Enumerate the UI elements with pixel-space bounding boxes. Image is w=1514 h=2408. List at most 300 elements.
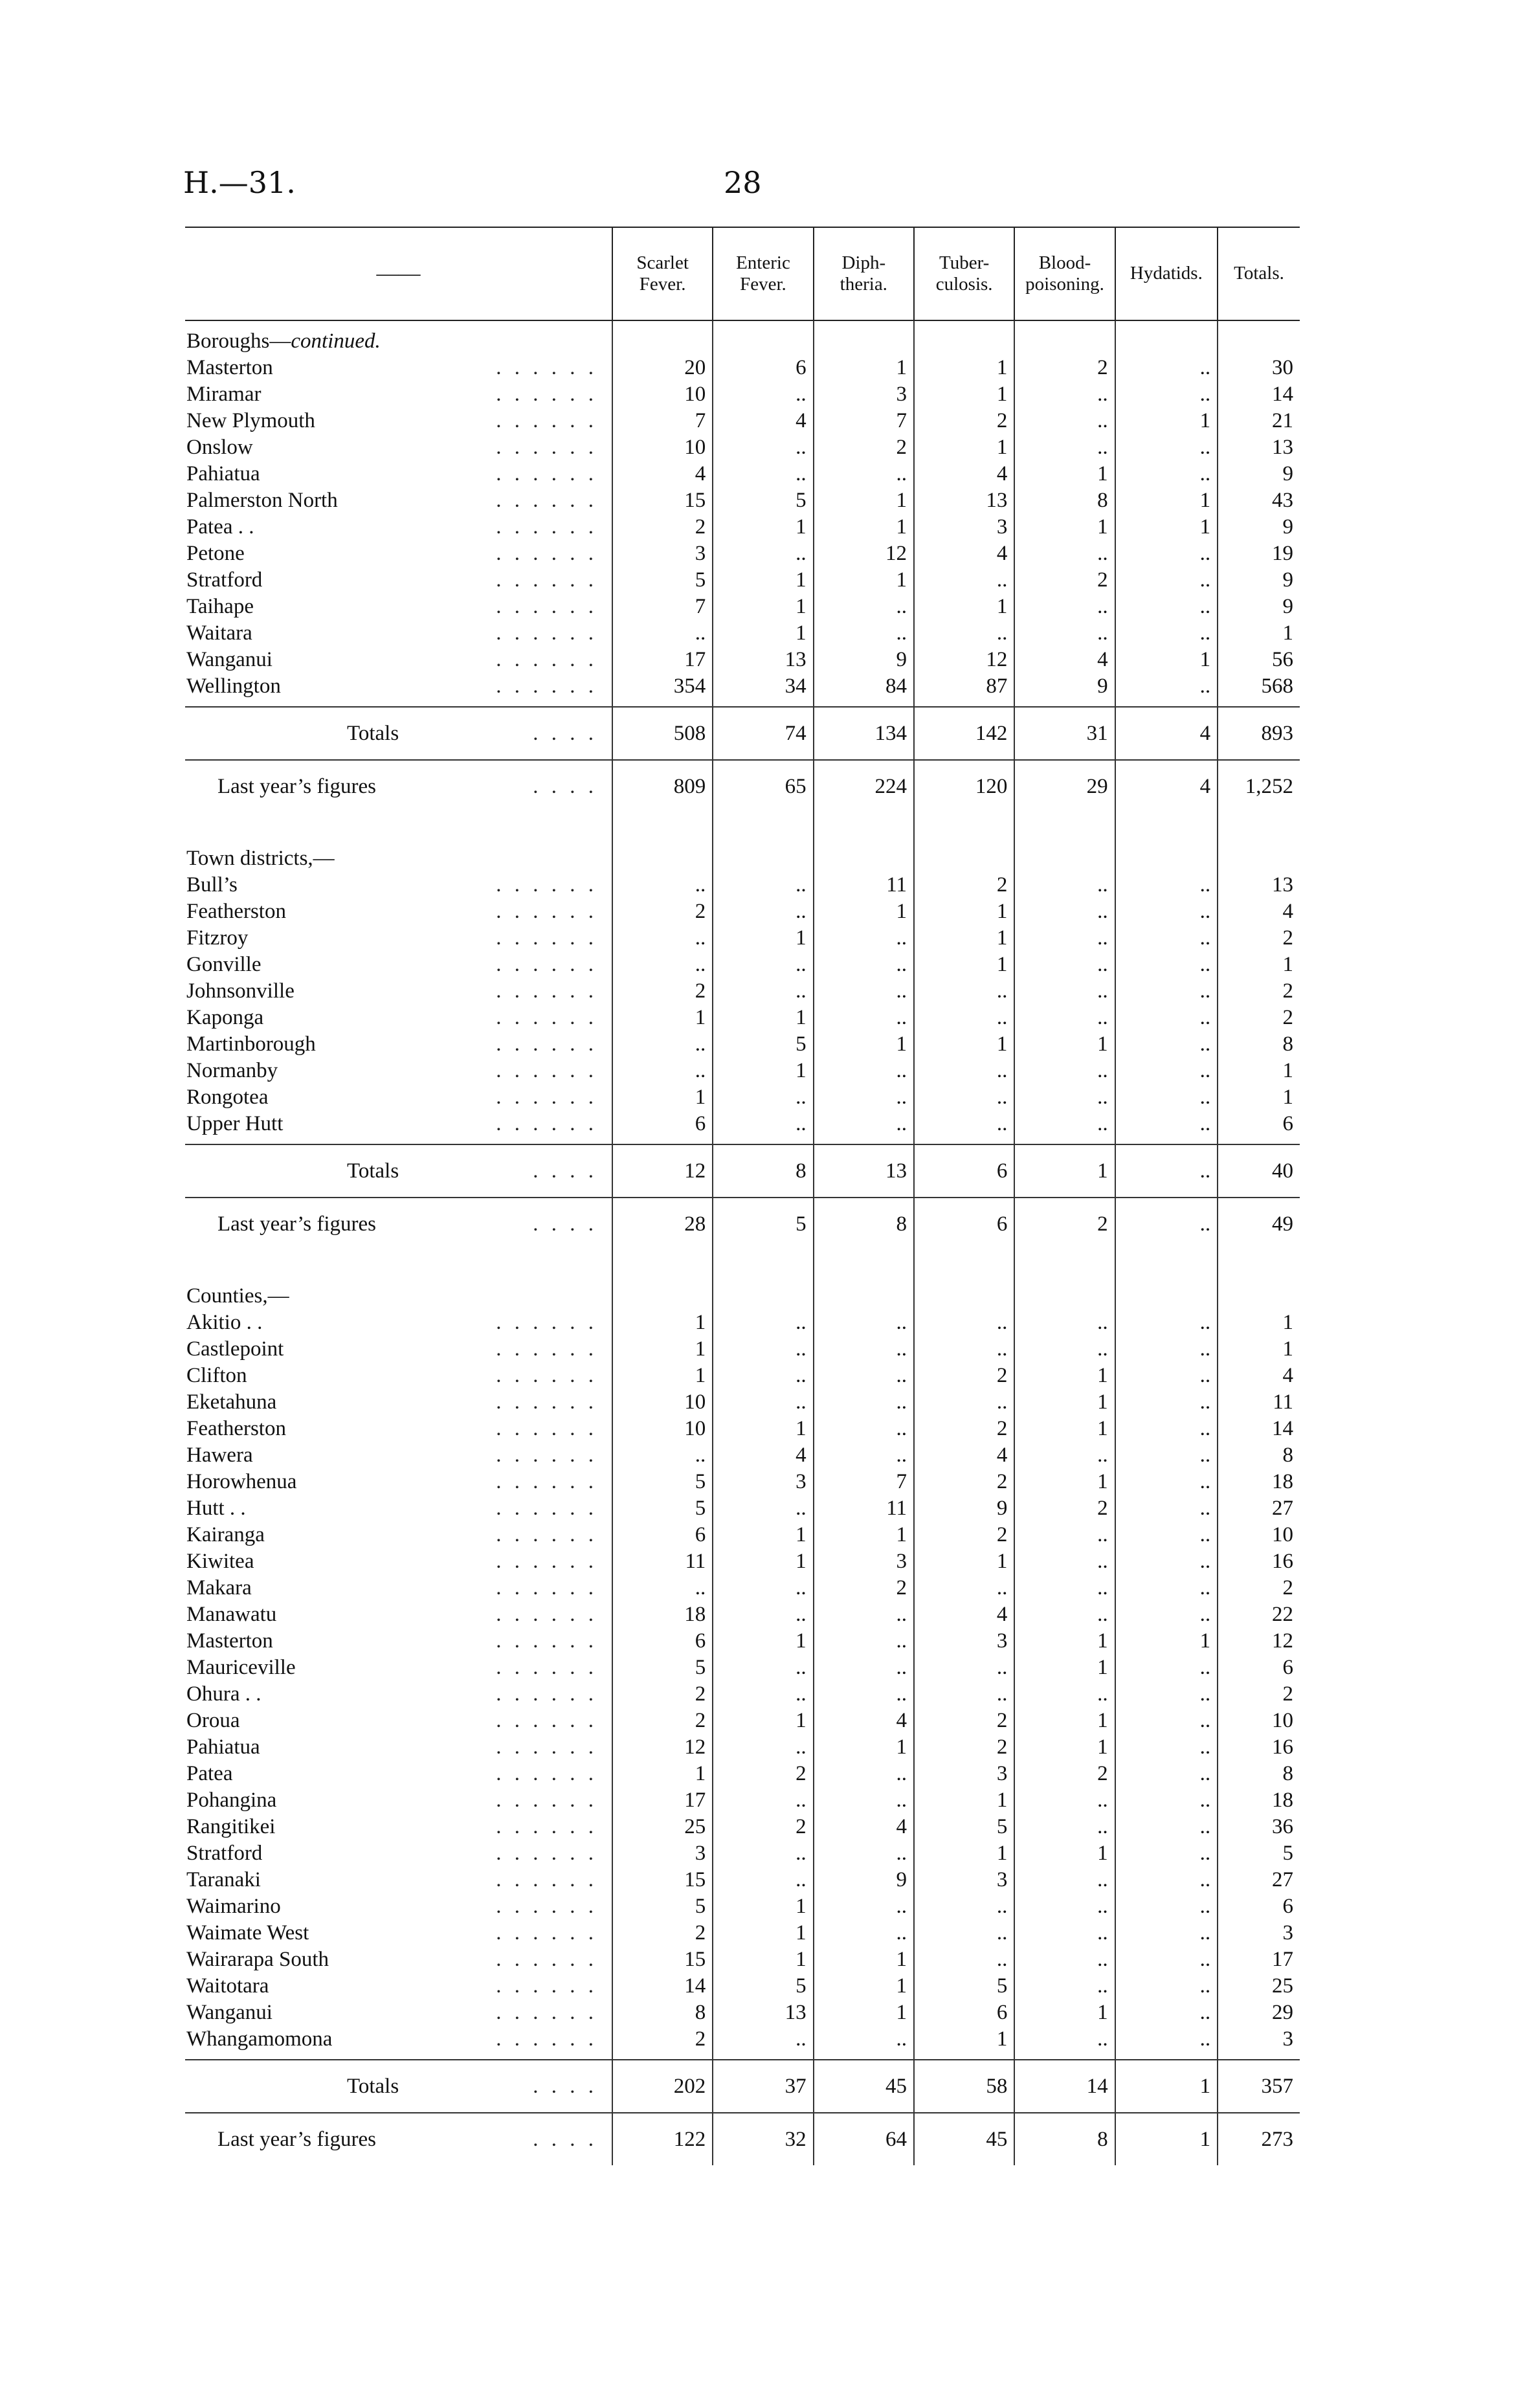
- cell-value: 1: [1014, 1840, 1115, 1867]
- cell-value: ..: [814, 1681, 914, 1708]
- column-header: Diph- theria.: [814, 227, 914, 320]
- leader-dots: . . . . . .: [496, 595, 597, 618]
- cell-value: 14: [612, 1973, 713, 2000]
- cell-value: ..: [713, 1111, 813, 1137]
- cell-value: ..: [1115, 1442, 1218, 1469]
- cell-value: ..: [1115, 2000, 1218, 2026]
- cell-value: 1,252: [1218, 760, 1300, 812]
- totals-row: [185, 1144, 1300, 1198]
- cell-value: 17: [612, 647, 713, 673]
- cell-value: 49: [1218, 1198, 1300, 1250]
- cell-value: 4: [612, 461, 713, 487]
- cell-value: 809: [612, 760, 713, 812]
- cell-value: ..: [814, 2026, 914, 2053]
- cell-value: 17: [1218, 1946, 1300, 1973]
- row-label: Waimate West . . . . . .: [185, 1920, 612, 1946]
- row-label: Makara . . . . . .: [185, 1575, 612, 1601]
- leader-dots: . . . . . .: [496, 1576, 597, 1600]
- cell-value: ..: [1014, 1787, 1115, 1814]
- cell-value: 202: [612, 2060, 713, 2113]
- cell-value: 1: [713, 514, 813, 541]
- cell-value: ..: [814, 1893, 914, 1920]
- cell-value: 8: [814, 1198, 914, 1250]
- table-row: [185, 1111, 1300, 1137]
- cell-value: ..: [1115, 1787, 1218, 1814]
- cell-value: ..: [914, 1111, 1014, 1137]
- row-label: Kaponga . . . . . .: [185, 1005, 612, 1031]
- cell-value: 2: [914, 1522, 1014, 1548]
- column-header: Tuber- culosis.: [914, 227, 1014, 320]
- cell-value: ..: [1115, 594, 1218, 620]
- row-label: Taranaki . . . . . .: [185, 1867, 612, 1893]
- cell-value: ..: [1014, 978, 1115, 1005]
- cell-value: 1: [612, 1310, 713, 1336]
- leader-dots: . . . . . .: [496, 648, 597, 671]
- table-row: [185, 1628, 1300, 1655]
- cell-value: ..: [1115, 1522, 1218, 1548]
- cell-value: ..: [1115, 1681, 1218, 1708]
- cell-value: 1: [1014, 1655, 1115, 1681]
- cell-value: 11: [814, 1495, 914, 1522]
- leader-dots: . . . . . .: [496, 953, 597, 976]
- section-title: Counties,—: [186, 1284, 289, 1308]
- cell-value: ..: [814, 1336, 914, 1363]
- cell-value: 13: [914, 487, 1014, 514]
- leader-dots: . . . .: [533, 721, 597, 745]
- leader-dots: . . . . . .: [496, 1337, 597, 1361]
- cell-value: 2: [914, 408, 1014, 434]
- cell-value: ..: [1115, 541, 1218, 567]
- cell-value: ..: [1115, 1310, 1218, 1336]
- cell-value: ..: [814, 461, 914, 487]
- cell-value: 3: [612, 1840, 713, 1867]
- row-label: Ohura . . . . . . . .: [185, 1681, 612, 1708]
- cell-value: 18: [1218, 1469, 1300, 1495]
- table-row: [185, 978, 1300, 1005]
- cell-value: 9: [814, 647, 914, 673]
- row-label: Wanganui . . . . . .: [185, 647, 612, 673]
- leader-dots: . . . .: [533, 1212, 597, 1236]
- cell-value: ..: [1014, 1084, 1115, 1111]
- cell-value: 1: [1014, 1708, 1115, 1734]
- cell-value: 2: [1014, 1495, 1115, 1522]
- cell-value: 11: [612, 1548, 713, 1575]
- column-header: Enteric Fever.: [713, 227, 813, 320]
- cell-value: 45: [914, 2113, 1014, 2165]
- cell-value: ..: [1115, 355, 1218, 381]
- cell-value: ..: [814, 1310, 914, 1336]
- row-label: Waitara . . . . . .: [185, 620, 612, 647]
- cell-value: ..: [1014, 1111, 1115, 1137]
- cell-value: ..: [612, 1442, 713, 1469]
- cell-value: 5: [713, 1198, 813, 1250]
- cell-value: ..: [814, 1761, 914, 1787]
- cell-value: ..: [1115, 1198, 1218, 1250]
- cell-value: 27: [1218, 1495, 1300, 1522]
- cell-value: 15: [612, 487, 713, 514]
- cell-value: ..: [713, 2026, 813, 2053]
- cell-value: 14: [1218, 381, 1300, 408]
- cell-value: 5: [612, 1893, 713, 1920]
- cell-value: ..: [1115, 978, 1218, 1005]
- row-label: Totals . . . .: [185, 1144, 612, 1198]
- cell-value: ..: [1115, 1336, 1218, 1363]
- cell-value: ..: [713, 434, 813, 461]
- cell-value: 12: [814, 541, 914, 567]
- cell-value: 1: [713, 1920, 813, 1946]
- cell-value: ..: [1115, 1111, 1218, 1137]
- cell-value: 1: [1014, 2000, 1115, 2026]
- table-row: [185, 1708, 1300, 1734]
- cell-value: 3: [713, 1469, 813, 1495]
- cell-value: 9: [1218, 461, 1300, 487]
- cell-value: ..: [713, 1363, 813, 1389]
- leader-dots: . . . . . .: [496, 873, 597, 897]
- row-label: Stratford . . . . . .: [185, 1840, 612, 1867]
- leader-dots: . . . . . .: [496, 1417, 597, 1440]
- cell-value: ..: [1115, 1655, 1218, 1681]
- page-number: 28: [724, 165, 762, 200]
- cell-value: 29: [1218, 2000, 1300, 2026]
- cell-value: 1: [713, 594, 813, 620]
- cell-value: ..: [1115, 567, 1218, 594]
- cell-value: 43: [1218, 487, 1300, 514]
- cell-value: ..: [914, 1310, 1014, 1336]
- row-label: Featherston . . . . . .: [185, 898, 612, 925]
- cell-value: 4: [814, 1708, 914, 1734]
- cell-value: 4: [814, 1814, 914, 1840]
- cell-value: ..: [814, 1058, 914, 1084]
- cell-value: 34: [713, 673, 813, 700]
- section-title: Town districts,—: [186, 847, 335, 870]
- cell-value: ..: [713, 381, 813, 408]
- cell-value: 64: [814, 2113, 914, 2165]
- table-row: [185, 620, 1300, 647]
- cell-value: ..: [713, 1389, 813, 1416]
- cell-value: ..: [814, 1442, 914, 1469]
- leader-dots: . . . .: [533, 1159, 597, 1183]
- cell-value: 87: [914, 673, 1014, 700]
- row-label: Bull’s . . . . . .: [185, 872, 612, 898]
- cell-value: ..: [1115, 925, 1218, 952]
- cell-value: ..: [1115, 952, 1218, 978]
- cell-value: ..: [612, 872, 713, 898]
- section-title: Boroughs—continued.: [186, 329, 381, 353]
- cell-value: 4: [1218, 1363, 1300, 1389]
- cell-value: ..: [713, 872, 813, 898]
- table-row: [185, 1655, 1300, 1681]
- cell-value: ..: [814, 594, 914, 620]
- cell-value: 5: [612, 1469, 713, 1495]
- leader-dots: . . . . . .: [496, 1762, 597, 1785]
- cell-value: 1: [612, 1363, 713, 1389]
- cell-value: 16: [1218, 1734, 1300, 1761]
- cell-value: 2: [914, 1416, 1014, 1442]
- table-row: [185, 1920, 1300, 1946]
- cell-value: ..: [814, 1363, 914, 1389]
- spacer-row: [185, 2053, 1300, 2060]
- leader-dots: . . . . . .: [496, 1032, 597, 1056]
- table-row: [185, 1469, 1300, 1495]
- cell-value: ..: [1115, 461, 1218, 487]
- cell-value: 1: [713, 1005, 813, 1031]
- cell-value: 1: [612, 1336, 713, 1363]
- cell-value: 8: [1014, 2113, 1115, 2165]
- cell-value: 6: [1218, 1655, 1300, 1681]
- table-row: [185, 1814, 1300, 1840]
- cell-value: 3: [914, 1761, 1014, 1787]
- cell-value: 2: [914, 1708, 1014, 1734]
- last-year-row: [185, 760, 1300, 812]
- table-row: [185, 594, 1300, 620]
- cell-value: ..: [1115, 1005, 1218, 1031]
- leader-dots: . . . . . .: [496, 1682, 597, 1706]
- spacer-row: [185, 1137, 1300, 1144]
- cell-value: 22: [1218, 1601, 1300, 1628]
- row-label: Miramar . . . . . .: [185, 381, 612, 408]
- cell-value: 19: [1218, 541, 1300, 567]
- page-reference: H.—31.: [183, 165, 296, 200]
- table-row: [185, 1973, 1300, 2000]
- cell-value: 8: [612, 2000, 713, 2026]
- cell-value: ..: [1115, 381, 1218, 408]
- cell-value: 2: [713, 1761, 813, 1787]
- cell-value: 4: [1218, 898, 1300, 925]
- cell-value: ..: [1014, 1893, 1115, 1920]
- leader-dots: . . . . . .: [496, 1603, 597, 1626]
- cell-value: 120: [914, 760, 1014, 812]
- cell-value: 6: [713, 355, 813, 381]
- cell-value: ..: [1014, 1601, 1115, 1628]
- row-label: Featherston . . . . . .: [185, 1416, 612, 1442]
- leader-dots: . . . . . .: [496, 1842, 597, 1865]
- table-row: [185, 647, 1300, 673]
- table-row: [185, 1787, 1300, 1814]
- row-label: Palmerston North . . . . . .: [185, 487, 612, 514]
- cell-value: 893: [1218, 707, 1300, 760]
- cell-value: ..: [1014, 541, 1115, 567]
- table-row: [185, 541, 1300, 567]
- cell-value: 3: [814, 381, 914, 408]
- table-row: [185, 925, 1300, 952]
- cell-value: 4: [914, 541, 1014, 567]
- cell-value: ..: [612, 1058, 713, 1084]
- row-label: Oroua . . . . . .: [185, 1708, 612, 1734]
- cell-value: ..: [1014, 1336, 1115, 1363]
- cell-value: 5: [612, 1655, 713, 1681]
- cell-value: 65: [713, 760, 813, 812]
- cell-value: 4: [1115, 760, 1218, 812]
- cell-value: 20: [612, 355, 713, 381]
- cell-value: 1: [914, 1031, 1014, 1058]
- table-row: [185, 381, 1300, 408]
- cell-value: 2: [1014, 567, 1115, 594]
- cell-value: 14: [1218, 1416, 1300, 1442]
- cell-value: 1: [814, 1973, 914, 2000]
- cell-value: 1: [914, 594, 1014, 620]
- cell-value: 1: [713, 1628, 813, 1655]
- cell-value: ..: [914, 567, 1014, 594]
- leader-dots: . . . . . .: [496, 1895, 597, 1918]
- cell-value: 13: [713, 2000, 813, 2026]
- cell-value: 1: [612, 1761, 713, 1787]
- cell-value: ..: [1014, 408, 1115, 434]
- cell-value: 6: [612, 1628, 713, 1655]
- cell-value: 4: [713, 1442, 813, 1469]
- cell-value: 2: [612, 2026, 713, 2053]
- cell-value: 1: [1218, 952, 1300, 978]
- spacer-row: [185, 1250, 1300, 1276]
- cell-value: ..: [1014, 898, 1115, 925]
- cell-value: 5: [713, 1031, 813, 1058]
- cell-value: 1: [814, 898, 914, 925]
- leader-dots: . . . . . .: [496, 1006, 597, 1029]
- cell-value: ..: [1115, 2026, 1218, 2053]
- cell-value: 4: [914, 1601, 1014, 1628]
- cell-value: ..: [713, 1084, 813, 1111]
- cell-value: ..: [914, 620, 1014, 647]
- cell-value: ..: [1014, 1575, 1115, 1601]
- row-label: Totals . . . .: [185, 707, 612, 760]
- leader-dots: . . . . . .: [496, 2027, 597, 2051]
- cell-value: 122: [612, 2113, 713, 2165]
- cell-value: ..: [914, 1575, 1014, 1601]
- cell-value: 224: [814, 760, 914, 812]
- cell-value: 10: [612, 1416, 713, 1442]
- cell-value: 1: [1218, 1310, 1300, 1336]
- cell-value: 11: [1218, 1389, 1300, 1416]
- leader-dots: . . . .: [533, 2074, 597, 2098]
- row-label: Patea . . . . . .: [185, 1761, 612, 1787]
- cell-value: 6: [612, 1522, 713, 1548]
- cell-value: 2: [1014, 1198, 1115, 1250]
- cell-value: 1: [1115, 2113, 1218, 2165]
- cell-value: 21: [1218, 408, 1300, 434]
- cell-value: 8: [713, 1144, 813, 1198]
- cell-value: 2: [1218, 978, 1300, 1005]
- cell-value: 4: [914, 461, 1014, 487]
- cell-value: 3: [814, 1548, 914, 1575]
- cell-value: ..: [1014, 1005, 1115, 1031]
- cell-value: ..: [1115, 1814, 1218, 1840]
- cell-value: 25: [1218, 1973, 1300, 2000]
- cell-value: 6: [612, 1111, 713, 1137]
- cell-value: 58: [914, 2060, 1014, 2113]
- row-label: Normanby . . . . . .: [185, 1058, 612, 1084]
- row-label: Totals . . . .: [185, 2060, 612, 2113]
- cell-value: ..: [1115, 434, 1218, 461]
- leader-dots: . . . . . .: [496, 1311, 597, 1334]
- cell-value: ..: [814, 620, 914, 647]
- cell-value: 6: [914, 2000, 1014, 2026]
- cell-value: 2: [1014, 355, 1115, 381]
- cell-value: 15: [612, 1946, 713, 1973]
- row-label: Mauriceville . . . . . .: [185, 1655, 612, 1681]
- cell-value: 1: [1014, 1031, 1115, 1058]
- cell-value: 56: [1218, 647, 1300, 673]
- table-row: [185, 1867, 1300, 1893]
- cell-value: ..: [814, 1416, 914, 1442]
- leader-dots: . . . . . .: [496, 515, 597, 539]
- leader-dots: . . . . . .: [496, 1868, 597, 1891]
- cell-value: 30: [1218, 355, 1300, 381]
- table-row: [185, 514, 1300, 541]
- table-row: [185, 1601, 1300, 1628]
- cell-value: ..: [914, 1681, 1014, 1708]
- cell-value: 14: [1014, 2060, 1115, 2113]
- table-row: [185, 1031, 1300, 1058]
- leader-dots: . . . .: [533, 2127, 597, 2151]
- cell-value: ..: [713, 952, 813, 978]
- leader-dots: . . . . . .: [496, 1364, 597, 1387]
- leader-dots: . . . . . .: [496, 1523, 597, 1546]
- cell-value: 1: [914, 2026, 1014, 2053]
- table-row: [185, 1005, 1300, 1031]
- cell-value: 1: [1014, 1389, 1115, 1416]
- leader-dots: . . . . . .: [496, 1390, 597, 1414]
- cell-value: 2: [1014, 1761, 1115, 1787]
- cell-value: 13: [814, 1144, 914, 1198]
- cell-value: ..: [1115, 1495, 1218, 1522]
- cell-value: ..: [1115, 1946, 1218, 1973]
- cell-value: 9: [1218, 514, 1300, 541]
- cell-value: 5: [713, 487, 813, 514]
- cell-value: 3: [914, 514, 1014, 541]
- cell-value: ..: [1014, 952, 1115, 978]
- cell-value: 508: [612, 707, 713, 760]
- leader-dots: . . . . . .: [496, 1656, 597, 1679]
- cell-value: 2: [612, 898, 713, 925]
- cell-value: ..: [713, 1681, 813, 1708]
- cell-value: 2: [612, 1681, 713, 1708]
- cell-value: ..: [814, 1840, 914, 1867]
- cell-value: 1: [814, 487, 914, 514]
- row-label: Castlepoint . . . . . .: [185, 1336, 612, 1363]
- cell-value: 1: [814, 1522, 914, 1548]
- cell-value: ..: [914, 978, 1014, 1005]
- row-label: Taihape . . . . . .: [185, 594, 612, 620]
- table-row: [185, 567, 1300, 594]
- column-header: Totals.: [1218, 227, 1300, 320]
- cell-value: 134: [814, 707, 914, 760]
- cell-value: 5: [612, 1495, 713, 1522]
- row-label: Whangamomona . . . . . .: [185, 2026, 612, 2053]
- cell-value: ..: [814, 1084, 914, 1111]
- spacer-row: [185, 812, 1300, 838]
- cell-value: 4: [713, 408, 813, 434]
- cell-value: 1: [1218, 1336, 1300, 1363]
- leader-dots: . . . . . .: [496, 1629, 597, 1653]
- cell-value: ..: [914, 1389, 1014, 1416]
- cell-value: ..: [1115, 898, 1218, 925]
- cell-value: 1: [1014, 1734, 1115, 1761]
- cell-value: 1: [914, 1840, 1014, 1867]
- cell-value: 40: [1218, 1144, 1300, 1198]
- cell-value: ..: [1115, 1575, 1218, 1601]
- cell-value: 6: [914, 1198, 1014, 1250]
- leader-dots: . . . . . .: [496, 1550, 597, 1573]
- cell-value: 7: [814, 1469, 914, 1495]
- table-row: [185, 487, 1300, 514]
- cell-value: 1: [1014, 1363, 1115, 1389]
- cell-value: 10: [612, 381, 713, 408]
- cell-value: 9: [1218, 567, 1300, 594]
- cell-value: ..: [814, 1920, 914, 1946]
- cell-value: ..: [814, 978, 914, 1005]
- cell-value: 9: [814, 1867, 914, 1893]
- section-heading-row: [185, 838, 1300, 872]
- cell-value: ..: [713, 1840, 813, 1867]
